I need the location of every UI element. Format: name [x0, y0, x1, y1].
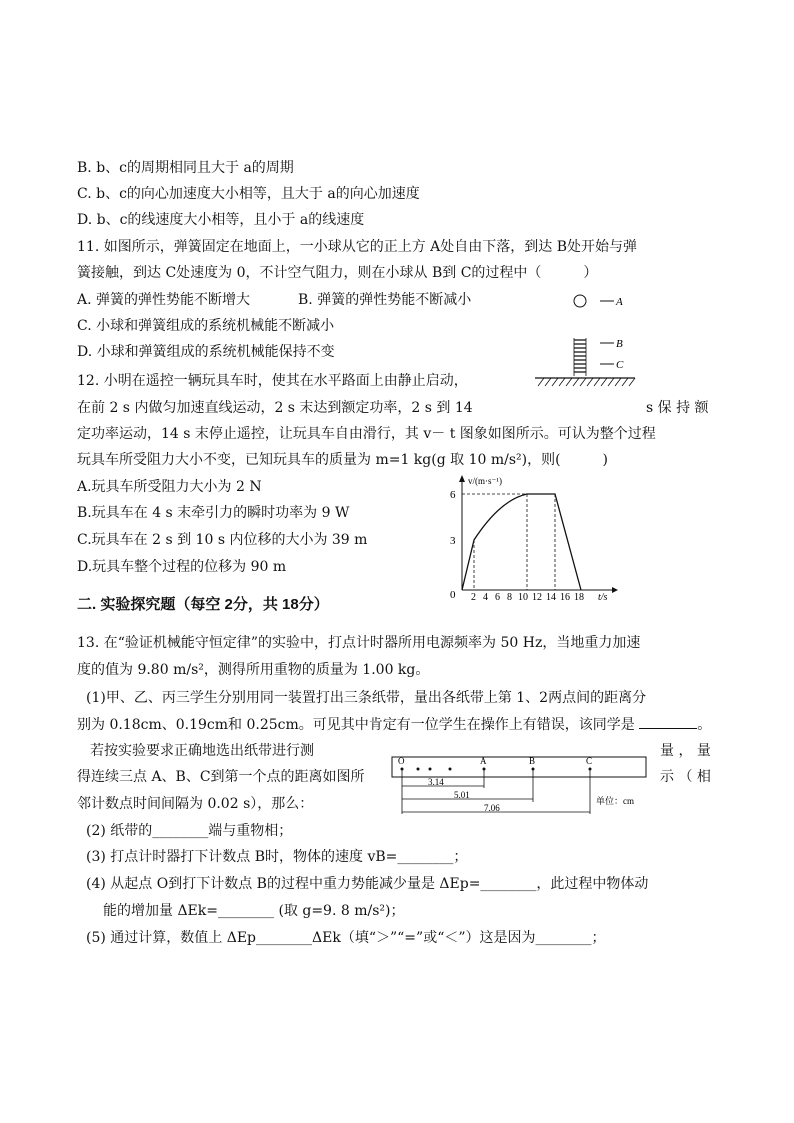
ball-icon: [574, 295, 586, 307]
x-tick-8: 8: [507, 592, 512, 602]
unit-label: 单位：cm: [596, 796, 634, 806]
x-tick-12: 12: [532, 592, 542, 602]
spring-figure: [530, 288, 640, 398]
point-c-label: C: [586, 756, 593, 766]
q13-part1-line1: (1)甲、乙、丙三学生分别用同一装置打出三条纸带，量出各纸带上第 1、2两点间的距离分: [86, 690, 647, 706]
q12-stem-line2a: 在前 2 s 内做匀加速直线运动，2 s 末达到额定功率，2 s 到 14: [77, 400, 473, 416]
section-2-title: 二. 实验探究题（每空 2分，共 18分）: [77, 596, 329, 613]
q12-stem-line4: 玩具车所受阻力大小不变，已知玩具车的质量为 m=1 kg(g 取 10 m/s²)，则( ): [77, 452, 609, 468]
x-tick-6: 6: [495, 592, 500, 602]
distance-oa: 3.14: [428, 777, 444, 787]
y-axis-label: v/(m·s⁻¹): [468, 476, 502, 486]
x-tick-14: 14: [546, 592, 556, 602]
q13-part1-line2: 别为 0.18cm、0.19cm和 0.25cm。可见其中肯定有一位学生在操作上有错误，该同学是 。: [77, 714, 711, 735]
paper-tape: [392, 757, 646, 777]
q12-stem-line3: 定功率运动，14 s 末停止遥控，让玩具车自由滑行，其 v－ t 图象如图所示。可认为整个过程: [77, 426, 656, 442]
q10-option-d: D. b、c的线速度大小相等，且小于 a的线速度: [77, 212, 365, 228]
q11-option-a: A. 弹簧的弹性势能不断增大: [77, 292, 251, 308]
x-tick-2: 2: [471, 592, 476, 602]
q12-stem-line1: 12. 小明在遥控一辆玩具车时，使其在水平路面上由静止启动，: [77, 373, 468, 389]
q13-question-4b: 能的增加量 ΔEk=________ (取 g=9. 8 m/s²)；: [103, 903, 405, 919]
q13-stem-line2: 度的值为 9.80 m/s²，测得所用重物的质量为 1.00 kg。: [77, 662, 430, 678]
ground-hatch: [538, 378, 635, 386]
q12-option-d: D.玩具车整个过程的位移为 90 m: [77, 559, 287, 575]
label-a: A: [616, 296, 623, 308]
x-tick-4: 4: [483, 592, 488, 602]
q11-option-c: C. 小球和弹簧组成的系统机械能不断减小: [77, 318, 335, 334]
q10-option-b: B. b、c的周期相同且大于 a的周期: [77, 160, 294, 176]
q13-line4-left: 得连续三点 A、B、C到第一个点的距离如图所: [77, 769, 365, 785]
q12-option-b: B.玩具车在 4 s 末牵引力的瞬时功率为 9 W: [77, 505, 350, 521]
x-axis-label: t/s: [598, 592, 608, 602]
point-a-label: A: [480, 756, 487, 766]
vt-curve: [462, 494, 581, 590]
x-tick-18: 18: [574, 592, 584, 602]
q13-line3-right: 量 ， 量: [660, 743, 711, 759]
paper-tape-figure: [390, 752, 660, 822]
point-b-label: B: [529, 756, 536, 766]
q13-line5: 邻计数点时间间隔为 0.02 s），那么：: [77, 796, 314, 812]
distance-oc: 7.06: [484, 803, 500, 813]
q13-question-2: (2) 纸带的________端与重物相；: [86, 823, 293, 839]
vt-graph: [440, 472, 620, 602]
q12-stem-line2b: s 保 持 额: [646, 400, 709, 416]
q13-question-3: (3) 打点计时器打下计数点 B时，物体的速度 vB=________；: [86, 849, 468, 865]
y-tick-6: 6: [450, 489, 456, 501]
x-tick-10: 10: [518, 592, 528, 602]
y-tick-3: 3: [450, 535, 456, 547]
label-b: B: [616, 338, 623, 350]
x-tick-16: 16: [560, 592, 570, 602]
q13-stem-line1: 13. 在“验证机械能守恒定律”的实验中，打点计时器所用电源频率为 50 Hz，当地重力加速: [77, 635, 641, 651]
q12-option-a: A.玩具车所受阻力大小为 2 N: [77, 479, 262, 495]
spring-icon: [574, 340, 586, 372]
q11-option-b: B. 弹簧的弹性势能不断减小: [298, 292, 472, 308]
label-c: C: [616, 359, 624, 371]
q11-option-d: D. 小球和弹簧组成的系统机械能保持不变: [77, 344, 335, 360]
q11-stem-line1: 11. 如图所示，弹簧固定在地面上，一小球从它的正上方 A处自由下落，到达 B处开始与弹: [77, 239, 638, 255]
q12-option-c: C.玩具车在 2 s 到 10 s 内位移的大小为 39 m: [77, 532, 368, 548]
point-o-label: O: [398, 756, 405, 766]
q13-question-5: (5) 通过计算，数值上 ΔEp________ΔEk（填“＞”“=”或“＜”）这是因为________；: [86, 930, 606, 946]
q11-stem-line2: 簧接触，到达 C处速度为 0，不计空气阻力，则在小球从 B到 C的过程中（ ）: [77, 265, 598, 281]
q13-question-4a: (4) 从起点 O到打下计数点 B的过程中重力势能减少量是 ΔEp=________，此过程中物体动: [86, 876, 649, 892]
distance-ob: 5.01: [454, 790, 470, 800]
q13-line3-left: 若按实验要求正确地选出纸带进行测: [90, 743, 314, 759]
origin-label: 0: [450, 589, 456, 601]
q13-line4-right: 示 （ 相: [660, 769, 711, 785]
q10-option-c: C. b、c的向心加速度大小相等，且大于 a的向心加速度: [77, 186, 420, 202]
answer-blank-student[interactable]: [639, 714, 697, 729]
